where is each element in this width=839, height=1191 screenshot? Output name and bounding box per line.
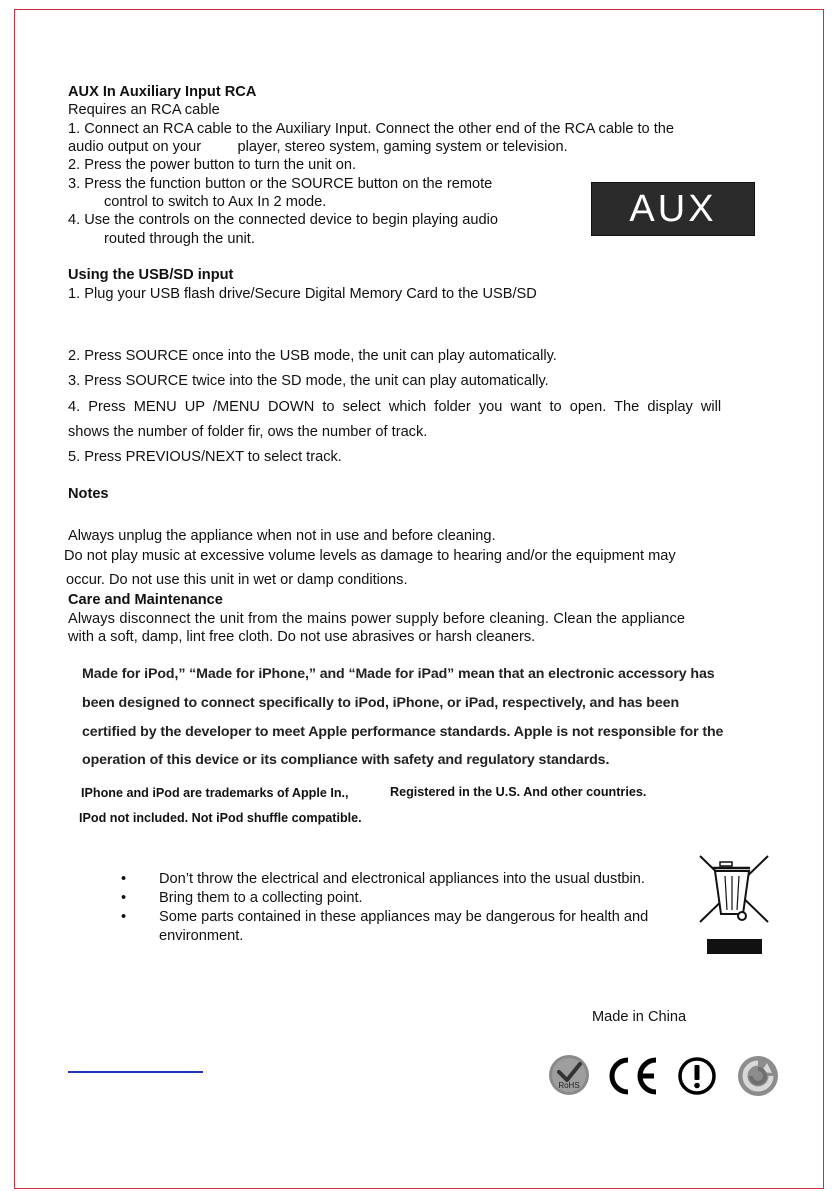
rohs-label: RoHS	[558, 1081, 580, 1090]
aux-step3-b: control to switch to Aux In 2 mode.	[104, 194, 327, 210]
usb-step5: 5. Press PREVIOUS/NEXT to select track.	[68, 449, 342, 465]
aux-step1-a: 1. Connect an RCA cable to the Auxiliary Input. Connect the other end of the RCA cable to the	[68, 121, 675, 137]
aux-heading: AUX In Auxiliary Input RCA	[68, 84, 257, 100]
weee-bullet-3: Some parts contained in these appliances may be dangerous for health and	[159, 909, 649, 925]
rohs-icon	[548, 1054, 590, 1096]
usb-step1: 1. Plug your USB flash drive/Secure Digital Memory Card to the USB/SD	[68, 286, 537, 302]
recycle-icon	[737, 1055, 779, 1097]
apple-disclaimer-line4: operation of this device or its compliance with safety and regulatory standards.	[82, 752, 610, 768]
bullet-dot: •	[121, 871, 127, 887]
care-line1: Always disconnect the unit from the mains power supply before cleaning. Clean the appliance	[68, 611, 686, 627]
aux-requires: Requires an RCA cable	[68, 102, 220, 118]
trademark-line1-a: IPhone and iPod are trademarks of Apple In.,	[81, 786, 349, 800]
aux-step1-b: audio output on your player, stereo system, gaming system or television.	[68, 139, 568, 155]
warning-icon	[677, 1056, 717, 1096]
ce-mark-icon	[604, 1056, 660, 1096]
notes-line2: Do not play music at excessive volume levels as damage to hearing and/or the equipment may	[64, 548, 676, 564]
apple-disclaimer-line1: Made for iPod,” “Made for iPhone,” and “Made for iPad” mean that an electronic accessory has	[82, 666, 715, 682]
bullet-dot: •	[121, 890, 127, 906]
usb-step4-b: shows the number of folder fir, ows the number of track.	[68, 424, 428, 440]
care-heading: Care and Maintenance	[68, 592, 223, 608]
weee-bullet-3-cont: environment.	[159, 928, 244, 944]
usb-step2: 2. Press SOURCE once into the USB mode, the unit can play automatically.	[68, 348, 557, 364]
weee-bullet-1: Don’t throw the electrical and electronical appliances into the usual dustbin.	[159, 871, 645, 887]
aux-step4-a: 4. Use the controls on the connected device to begin playing audio	[68, 212, 498, 228]
aux-step4-b: routed through the unit.	[104, 231, 255, 247]
notes-heading: Notes	[68, 486, 109, 502]
usb-step3: 3. Press SOURCE twice into the SD mode, the unit can play automatically.	[68, 373, 549, 389]
apple-disclaimer-line2: been designed to connect specifically to iPod, iPhone, or iPad, respectively, and has been	[82, 695, 680, 711]
care-line2: with a soft, damp, lint free cloth. Do not use abrasives or harsh cleaners.	[68, 629, 536, 645]
aux-step2: 2. Press the power button to turn the unit on.	[68, 157, 356, 173]
made-in-label: Made in China	[592, 1009, 687, 1025]
weee-bin-icon	[694, 852, 774, 958]
usb-heading: Using the USB/SD input	[68, 267, 234, 283]
bullet-dot: •	[121, 909, 127, 925]
link-underline[interactable]	[68, 1071, 203, 1073]
trademark-line2: IPod not included. Not iPod shuffle compatible.	[79, 811, 362, 825]
weee-bullet-2: Bring them to a collecting point.	[159, 890, 363, 906]
aux-step3-a: 3. Press the function button or the SOURCE button on the remote	[68, 176, 493, 192]
trademark-line1-b: Registered in the U.S. And other countries.	[390, 785, 647, 799]
notes-line1: Always unplug the appliance when not in use and before cleaning.	[68, 528, 496, 544]
apple-disclaimer-line3: certified by the developer to meet Apple performance standards. Apple is not responsible for the	[82, 724, 724, 740]
aux-display-image: AUX	[591, 182, 755, 236]
notes-line3: occur. Do not use this unit in wet or damp conditions.	[66, 572, 408, 588]
usb-step4-a: 4. Press MENU UP /MENU DOWN to select which folder you want to open. The display will	[68, 399, 722, 415]
